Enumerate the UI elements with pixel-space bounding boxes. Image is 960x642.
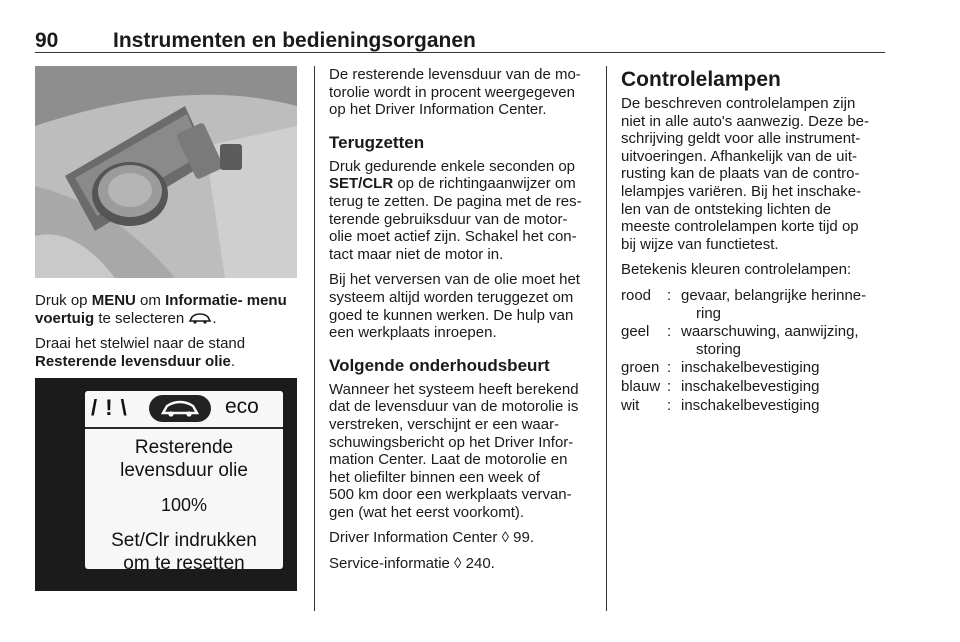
paragraph [35, 335, 297, 370]
legend-color: blauw [621, 377, 661, 395]
legend-meaning [681, 323, 889, 358]
display-line: Resterende [134, 437, 234, 458]
color-legend [621, 287, 889, 414]
text-line: gen (wat het eerst voorkomt). [329, 503, 525, 521]
paragraph [621, 95, 889, 253]
eco-label: eco [225, 395, 259, 418]
text-line: bij wijze van functietest. [621, 235, 779, 253]
text-line: terug te zetten. De pagina met de res- [329, 192, 582, 210]
legend-meaning: inschakelbevestiging [681, 359, 820, 377]
text-line: rusting kan de plaats van de contro- [621, 165, 860, 183]
legend-color: groen [621, 359, 660, 377]
driver-info-display-illustration [35, 378, 297, 591]
text-line: Bij het verversen van de olie moet het [329, 271, 580, 289]
text-line: uitvoeringen. Afhankelijk van de uit- [621, 147, 857, 165]
header-rule [35, 52, 885, 53]
text: Driver Information Center [329, 529, 502, 547]
legend-separator: : [667, 377, 672, 395]
text-line: meeste controlelampen korte tijd op [621, 218, 859, 236]
legend-color: rood [621, 286, 652, 304]
section-heading: Terugzetten [329, 132, 425, 152]
paragraph: Betekenis kleuren controlelampen: [621, 261, 852, 279]
paragraph [329, 158, 594, 264]
text-line: goed te kunnen werken. De hulp van [329, 306, 574, 324]
page-ref: 240. [461, 555, 495, 573]
turn-signal-lever-photo [35, 66, 297, 278]
service-tool-icon: / ! \ [91, 395, 128, 420]
text-line: storing [696, 340, 742, 358]
display-line: Set/Clr indrukken [111, 530, 257, 551]
reference-arrow-icon: ◊ [454, 555, 462, 573]
text-line: De resterende levensduur van de mo- [329, 66, 581, 83]
text: Draai het stelwiel naar de stand [35, 335, 246, 353]
display-screen [85, 391, 283, 569]
text-line: tact maar niet de motor in. [329, 245, 504, 263]
text-line: Wanneer het systeem heeft berekend [329, 380, 579, 398]
legend-separator: : [667, 286, 672, 304]
page-header-title: Instrumenten en bedieningsorganen [113, 29, 476, 52]
cross-reference[interactable] [329, 529, 594, 547]
display-percent: 100% [160, 495, 208, 515]
cross-reference[interactable] [329, 555, 594, 573]
menu-term: Informatie- menu [165, 292, 287, 309]
legend-separator: : [667, 323, 672, 341]
button-term: SET/CLR [329, 175, 394, 193]
text-line: 500 km door een werkplaats vervan- [329, 486, 572, 504]
text: te selecteren [94, 309, 189, 327]
display-line: levensduur olie [120, 460, 248, 481]
paragraph [329, 381, 594, 522]
legend-meaning [681, 287, 889, 322]
text-line: niet in alle auto's aanwezig. Deze be- [621, 112, 870, 130]
display-status-bar [85, 391, 283, 429]
paragraph [329, 271, 594, 341]
legend-meaning: inschakelbevestiging [681, 377, 820, 395]
text-line: gevaar, belangrijke herinne- [681, 286, 867, 304]
text-line: een werkplaats inroepen. [329, 324, 497, 342]
text-line: Druk gedurende enkele seconden op [329, 157, 576, 175]
column-1-text [35, 292, 297, 378]
text-line: dat de levensduur van de motorolie is [329, 398, 579, 416]
legend-meaning: inschakelbevestiging [681, 396, 820, 414]
car-icon [188, 312, 212, 324]
text-line: mation Center. Laat de motorolie en [329, 451, 568, 469]
menu-term: MENU [91, 292, 136, 309]
text-line: schrijving geldt voor alle instrument- [621, 130, 861, 148]
column-divider-2 [606, 66, 607, 611]
page-number: 90 [35, 29, 59, 52]
legend-color: geel [621, 323, 650, 341]
paragraph [329, 66, 594, 119]
page-ref: 99. [508, 529, 535, 547]
text-line: len van de ontsteking lichten de [621, 200, 832, 218]
section-heading: Volgende onderhoudsbeurt [329, 355, 550, 375]
text-line: ring [696, 304, 722, 322]
text-line: op het Driver Information Center. [329, 101, 547, 119]
paragraph: Druk op MENU om Informatie- menu voertuig te selecteren . [35, 292, 287, 327]
text: om [135, 292, 166, 309]
text-line: torolie wordt in procent weergegeven [329, 83, 575, 101]
car-icon [149, 395, 211, 422]
text-line: waarschuwing, aanwijzing, [681, 323, 859, 341]
reference-arrow-icon: ◊ [501, 529, 509, 547]
text-line: De beschreven controlelampen zijn [621, 95, 856, 112]
menu-term: voertuig [35, 309, 95, 327]
column-2-text [329, 66, 594, 581]
text-line: lelampjes variëren. Bij het inschake- [621, 182, 862, 200]
column-divider-1 [314, 66, 315, 611]
text-line: systeem altijd worden teruggezet om [329, 288, 574, 306]
text-line: terende gebruiksduur van de motor- [329, 210, 568, 228]
text: op de richtingaanwijzer om [393, 175, 576, 193]
text-line: verstreken, verschijnt er een waar- [329, 415, 560, 433]
text-line: schuwingsbericht op het Driver Infor- [329, 433, 574, 451]
text-line: het oliefilter binnen een week of [329, 468, 540, 486]
menu-term: Resterende levensduur olie [35, 352, 231, 370]
text-line: olie moet actief zijn. Schakel het con- [329, 228, 577, 246]
section-title: Controlelampen [621, 68, 781, 91]
display-line: om te resetten [123, 553, 245, 569]
legend-color: wit [621, 396, 640, 414]
legend-separator: : [667, 396, 672, 414]
text: Druk op [35, 292, 92, 309]
column-3-text [621, 68, 889, 414]
legend-separator: : [667, 359, 672, 377]
text: . [230, 352, 236, 370]
text: Service-informatie [329, 555, 455, 573]
